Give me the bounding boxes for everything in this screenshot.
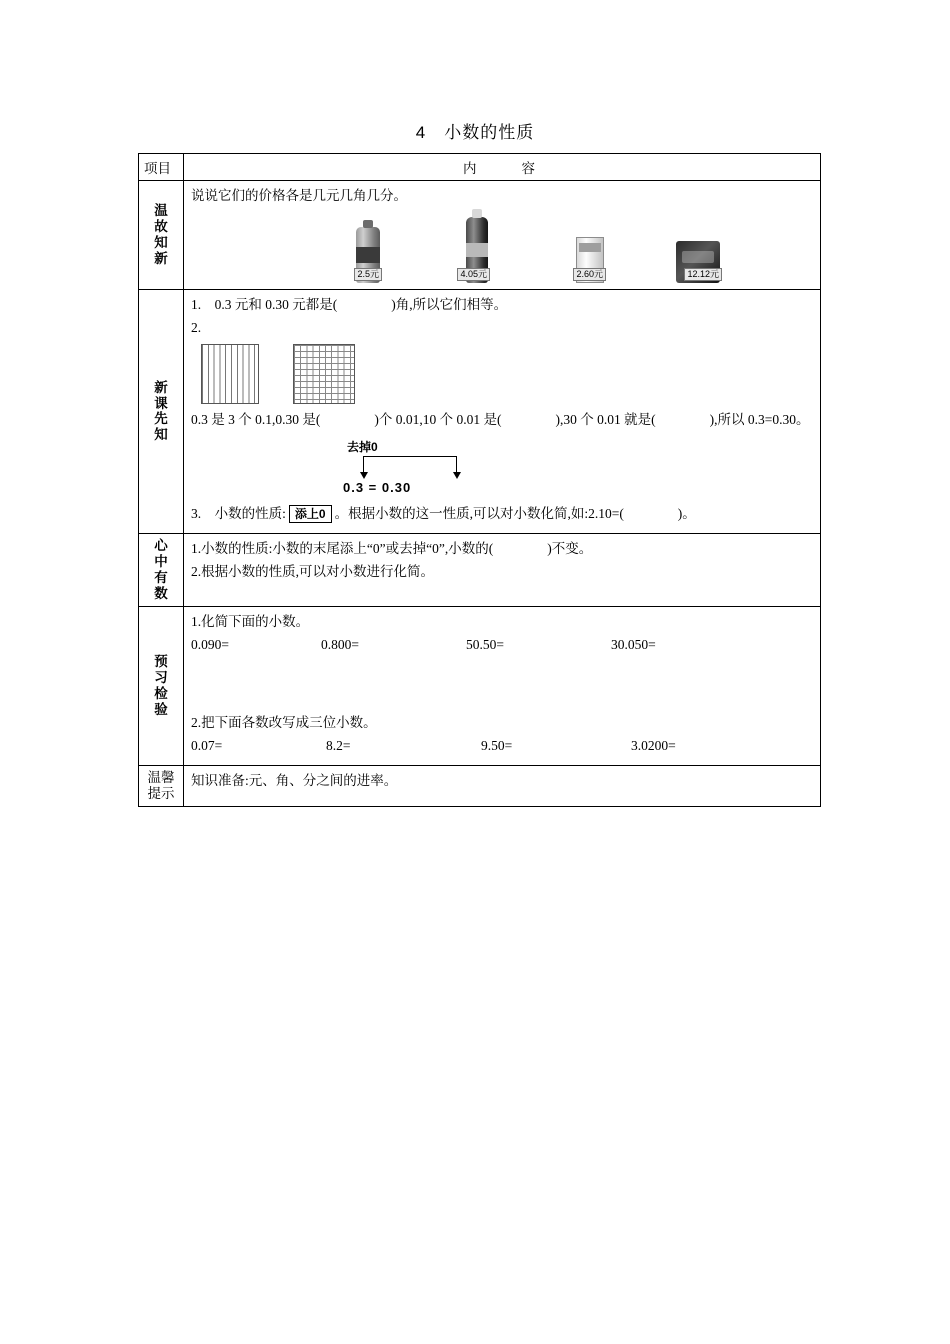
exercise-item: 30.050= [611, 636, 656, 652]
row-label-newlesson [139, 289, 184, 533]
row-label-char: 习 [154, 670, 168, 686]
review-prompt: 说说它们的价格各是几元几角几分。 [191, 188, 407, 203]
newlesson-line-4-post: 。根据小数的这一性质,可以对小数化简,如:2.10=( )。 [334, 506, 696, 522]
row-label-char: 检 [154, 685, 168, 701]
header-cell-content: 内 容 [184, 154, 821, 181]
exercise-2-items [191, 736, 814, 757]
row-label-char: 新 [154, 379, 168, 395]
product-snack-bag [676, 241, 720, 283]
row-label-preview-check [139, 606, 184, 766]
product-illustrations [191, 211, 814, 283]
newlesson-line-4-pre: 3. 小数的性质: [191, 506, 286, 522]
header-cell-project: 项目 [139, 154, 184, 181]
newlesson-line-1: 1. 0.3 元和 0.30 元都是( )角,所以它们相等。 [191, 296, 508, 312]
row-label-review [139, 181, 184, 290]
row-label-char: 知 [154, 427, 168, 443]
row-content-newlesson [184, 289, 821, 533]
exercise-item: 9.50= [481, 738, 513, 754]
diagram-bottom-label: 添上0 [289, 505, 332, 523]
exercise-item: 8.2= [326, 738, 351, 754]
newlesson-line-2: 2. [191, 319, 202, 335]
exercise-item: 0.07= [191, 738, 223, 754]
price-tag: 2.5元 [354, 268, 382, 281]
row-label-tips [139, 766, 184, 807]
row-content-review [184, 181, 821, 290]
row-label-char: 课 [154, 395, 168, 411]
diagram-equation: 0.3 = 0.30 [343, 480, 412, 496]
row-label-char: 先 [154, 411, 168, 427]
keypoints-line-1: 1.小数的性质:小数的末尾添上“0”或去掉“0”,小数的( )不变。 [191, 540, 593, 556]
table-row [139, 606, 821, 766]
table-row [139, 289, 821, 533]
zero-removal-diagram [191, 438, 814, 500]
diagram-bracket-arrow [363, 456, 457, 473]
exercise-item: 50.50= [466, 636, 504, 652]
newlesson-line-4 [191, 504, 814, 525]
keypoints-line-2: 2.根据小数的性质,可以对小数进行化简。 [191, 563, 434, 579]
row-content-tips [184, 766, 821, 807]
product-bottle-drink-1 [356, 227, 380, 283]
exercise-item: 0.800= [321, 636, 359, 652]
diagram-top-label: 去掉0 [347, 440, 378, 455]
product-bottle-drink-2 [460, 217, 488, 283]
tenths-strip-grid [201, 344, 259, 404]
row-content-keypoints [184, 533, 821, 606]
price-tag: 2.60元 [573, 268, 606, 281]
answer-space [191, 657, 814, 713]
row-label-char: 数 [154, 585, 168, 601]
row-content-preview-check [184, 606, 821, 766]
exercise-1-prompt: 1.化简下面的小数。 [191, 613, 310, 629]
decimal-grid-illustrations [197, 344, 814, 406]
tips-text: 知识准备:元、角、分之间的进率。 [191, 773, 398, 789]
page-title: 4 小数的性质 [415, 123, 535, 142]
row-label-char: 预 [154, 654, 168, 670]
exercise-item: 3.0200= [631, 738, 676, 754]
price-tag: 12.12元 [684, 268, 722, 281]
exercise-item: 0.090= [191, 636, 229, 652]
table-row [139, 766, 821, 807]
table-header-row [139, 154, 821, 181]
exercise-1-items [191, 635, 814, 656]
row-label-char: 知 [154, 234, 168, 250]
row-label-char: 心 [154, 537, 168, 553]
row-label-char: 有 [154, 569, 168, 585]
row-label-keypoints [139, 533, 184, 606]
row-label-char: 提示 [147, 786, 175, 802]
worksheet-table [138, 153, 821, 807]
row-label-char: 温 [154, 203, 168, 219]
price-tag: 4.05元 [457, 268, 490, 281]
table-row [139, 181, 821, 290]
row-label-char: 新 [154, 250, 168, 266]
exercise-2-prompt: 2.把下面各数改写成三位小数。 [191, 715, 377, 731]
product-milk-carton [576, 237, 604, 283]
hundredths-square-grid [293, 344, 355, 404]
table-row [139, 533, 821, 606]
row-label-char: 中 [154, 553, 168, 569]
newlesson-line-3: 0.3 是 3 个 0.1,0.30 是( )个 0.01,10 个 0.01 是( ),30 个 0.01 就是( ),所以 0.3=0.30。 [191, 411, 810, 427]
row-label-char: 温馨 [147, 770, 175, 786]
row-label-char: 验 [154, 701, 168, 717]
row-label-char: 故 [154, 219, 168, 235]
